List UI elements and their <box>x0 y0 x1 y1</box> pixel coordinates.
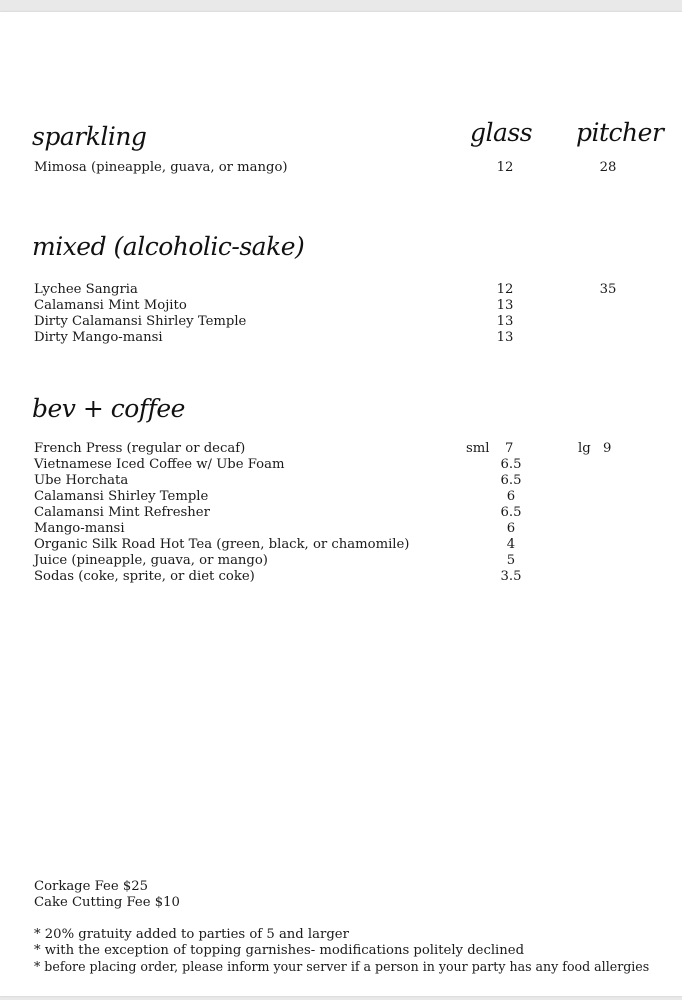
menu-item-price: 4 <box>506 537 516 552</box>
menu-item-name: Sodas (coke, sprite, or diet coke) <box>34 569 255 584</box>
menu-item-name: French Press (regular or decaf) <box>34 441 246 456</box>
menu-item-price: 6 <box>506 521 516 536</box>
menu-item-glass-price: 13 <box>496 330 514 345</box>
column-header-pitcher: pitcher <box>576 118 664 147</box>
menu-item-price: 5 <box>506 553 516 568</box>
menu-item-pitcher-price: 28 <box>599 160 617 175</box>
menu-item-small-price: 7 <box>505 441 514 456</box>
section-title-mixed: mixed (alcoholic-sake) <box>32 232 305 261</box>
menu-item-name: Ube Horchata <box>34 473 129 488</box>
menu-page <box>0 12 682 996</box>
menu-item-price: 6 <box>506 489 516 504</box>
menu-item-name: Vietnamese Iced Coffee w/ Ube Foam <box>34 457 285 472</box>
menu-item-name: Mango-mansi <box>34 521 125 536</box>
note-gratuity: * 20% gratuity added to parties of 5 and larger <box>34 927 349 942</box>
menu-item-price: 3.5 <box>500 569 522 584</box>
menu-item-price: 6.5 <box>500 457 522 472</box>
menu-item-price: 6.5 <box>500 505 522 520</box>
menu-item-name: Lychee Sangria <box>34 282 138 297</box>
column-header-glass: glass <box>470 118 533 147</box>
cake-cutting-fee: Cake Cutting Fee $10 <box>34 895 180 910</box>
size-label-small: sml <box>466 441 490 456</box>
menu-item-name: Juice (pineapple, guava, or mango) <box>34 553 268 568</box>
menu-item-name: Dirty Mango-mansi <box>34 330 163 345</box>
menu-item-name: Dirty Calamansi Shirley Temple <box>34 314 247 329</box>
size-label-large: lg <box>578 441 591 456</box>
menu-item-name: Mimosa (pineapple, guava, or mango) <box>34 160 288 175</box>
menu-item-glass-price: 12 <box>496 160 514 175</box>
menu-item-name: Calamansi Mint Refresher <box>34 505 210 520</box>
corkage-fee: Corkage Fee $25 <box>34 879 149 894</box>
section-title-bev-coffee: bev + coffee <box>32 394 185 423</box>
section-title-sparkling: sparkling <box>32 122 147 151</box>
note-allergies: * before placing order, please inform your server if a person in your party has any food allergies <box>34 959 650 974</box>
note-modifications: * with the exception of topping garnishes- modifications politely declined <box>34 943 525 958</box>
menu-item-glass-price: 12 <box>496 282 514 297</box>
menu-item-glass-price: 13 <box>496 298 514 313</box>
menu-item-pitcher-price: 35 <box>599 282 617 297</box>
menu-item-name: Calamansi Shirley Temple <box>34 489 209 504</box>
menu-item-large-price: 9 <box>603 441 612 456</box>
menu-item-glass-price: 13 <box>496 314 514 329</box>
menu-item-name: Organic Silk Road Hot Tea (green, black, or chamomile) <box>34 537 410 552</box>
menu-item-name: Calamansi Mint Mojito <box>34 298 187 313</box>
menu-item-price: 6.5 <box>500 473 522 488</box>
